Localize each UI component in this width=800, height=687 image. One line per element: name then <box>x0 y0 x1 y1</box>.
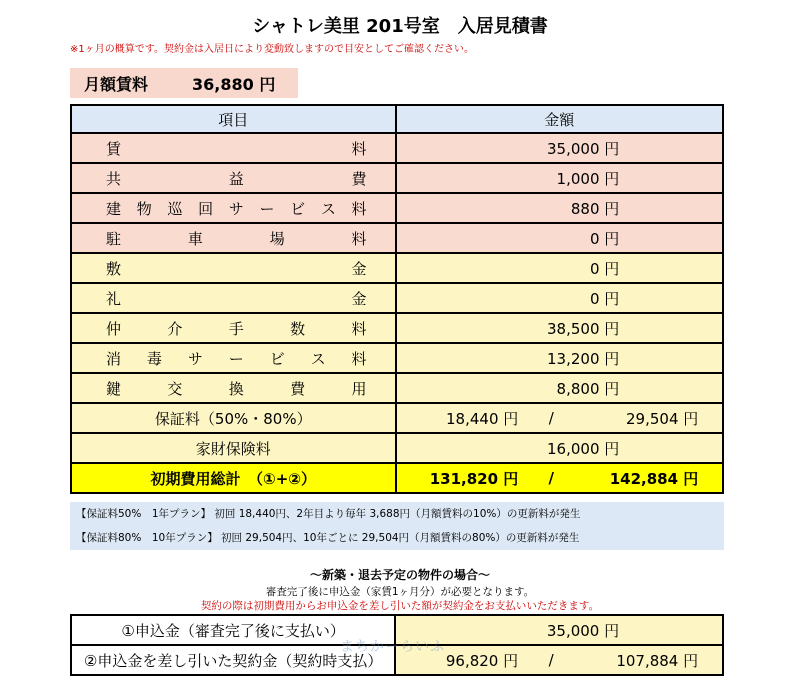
item-name-char: 費 <box>351 169 367 188</box>
plan-50-note: 【保証料50% 1年プラン】 初回 18,440円、2年目より毎年 3,688円（月額賃料の10%）の更新料が発生 <box>76 508 581 520</box>
item-amount: 13,200 円 <box>396 343 723 373</box>
table-row <box>71 313 723 343</box>
plan-80-note: 【保証料80% 10年プラン】 初回 29,504円、10年ごとに 29,504円（月額賃料の80%）の更新料が発生 <box>76 532 580 544</box>
monthly-rent-box <box>70 68 298 98</box>
item-name-char: 換 <box>228 379 244 398</box>
item-name-char: 金 <box>351 259 367 278</box>
table-row <box>71 223 723 253</box>
total-amount <box>396 463 723 493</box>
item-name-char: 料 <box>351 229 367 248</box>
monthly-rent-label: 月額賃料 <box>84 74 149 94</box>
item-name-char: ー <box>259 199 275 218</box>
item-name-char: 車 <box>187 229 203 248</box>
table-row <box>71 283 723 313</box>
item-name-char: 敷 <box>106 259 122 278</box>
total-label: 初期費用総計 （①+②） <box>71 463 396 493</box>
item-name <box>71 223 396 253</box>
item-name-char: 回 <box>198 199 214 218</box>
item-name-char: 場 <box>269 229 285 248</box>
contract-fee-label: ②申込金を差し引いた契約金（契約時支払） <box>71 645 395 675</box>
item-name-char: 料 <box>351 139 367 158</box>
item-amount: 0 円 <box>396 283 723 313</box>
item-name-char: 介 <box>167 319 183 338</box>
item-name <box>71 373 396 403</box>
item-name-char: 益 <box>228 169 244 188</box>
estimate-table <box>70 104 724 494</box>
item-name-char: 料 <box>351 319 367 338</box>
item-name-char: 交 <box>167 379 183 398</box>
conditions-title: ～新築・退去予定の物件の場合～ <box>309 568 490 582</box>
item-name-char: サ <box>228 199 244 218</box>
item-name-char: ビ <box>290 199 306 218</box>
insurance-row <box>71 433 723 463</box>
item-amount: 8,800 円 <box>396 373 723 403</box>
contract-fee-separator: / <box>548 651 554 669</box>
item-name-char: 駐 <box>106 229 122 248</box>
item-name <box>71 133 396 163</box>
guarantee-row <box>71 403 723 433</box>
guarantee-amount-50: 18,440 円 <box>446 409 519 428</box>
item-name <box>71 193 396 223</box>
application-fee-amount: 35,000 円 <box>395 615 723 645</box>
item-name-char: 共 <box>106 169 122 188</box>
guarantee-separator: / <box>548 409 554 427</box>
guarantee-amount <box>396 403 723 433</box>
item-name-char: ビ <box>269 349 285 368</box>
guarantee-plans <box>70 502 724 550</box>
conditions-line-2: 契約の際は初期費用からお申込金を差し引いた額が契約金をお支払いいただきます。 <box>200 600 600 612</box>
table-row <box>71 373 723 403</box>
contract-fee-50: 96,820 円 <box>445 651 519 670</box>
item-name-char: 数 <box>290 319 306 338</box>
item-name <box>71 163 396 193</box>
conditions-line-1: 審査完了後に申込金（家賃1ヶ月分）が必要となります。 <box>265 586 535 598</box>
item-name <box>71 283 396 313</box>
item-name-char: 仲 <box>106 319 122 338</box>
header-amount: 金額 <box>396 105 723 133</box>
item-name <box>71 253 396 283</box>
item-name-char: ー <box>228 349 244 368</box>
application-fee-label: ①申込金（審査完了後に支払い） <box>71 615 395 645</box>
item-name-char: 料 <box>351 349 367 368</box>
total-amount-50: 131,820 円 <box>429 469 519 488</box>
item-name-char: 手 <box>228 319 244 338</box>
item-name-char: 鍵 <box>106 379 122 398</box>
item-name-char: 建 <box>106 199 122 218</box>
item-name-char: 物 <box>136 199 152 218</box>
item-name-char: 料 <box>351 199 367 218</box>
item-name <box>71 343 396 373</box>
table-row <box>71 193 723 223</box>
contract-fee-80: 107,884 円 <box>616 651 699 670</box>
item-amount: 0 円 <box>396 253 723 283</box>
item-name-char: 賃 <box>106 139 122 158</box>
item-name-char: ス <box>320 199 336 218</box>
monthly-rent-value: 36,880 円 <box>192 74 276 94</box>
guarantee-amount-80: 29,504 円 <box>626 409 699 428</box>
item-amount: 880 円 <box>396 193 723 223</box>
table-row <box>71 253 723 283</box>
item-name-char: 巡 <box>167 199 183 218</box>
item-amount: 0 円 <box>396 223 723 253</box>
insurance-amount: 16,000 円 <box>396 433 723 463</box>
insurance-label: 家財保険料 <box>71 433 396 463</box>
item-name-char: 消 <box>106 349 122 368</box>
item-amount: 38,500 円 <box>396 313 723 343</box>
watermark-logo: まちかーらいふ <box>340 639 445 655</box>
item-name-char: 金 <box>351 289 367 308</box>
item-name-char: 用 <box>351 379 367 398</box>
item-name-char: 費 <box>290 379 306 398</box>
item-name <box>71 313 396 343</box>
item-name-char: 礼 <box>106 289 122 308</box>
item-amount: 1,000 円 <box>396 163 723 193</box>
item-name-char: サ <box>187 349 203 368</box>
item-amount: 35,000 円 <box>396 133 723 163</box>
table-row <box>71 133 723 163</box>
item-name-char: ス <box>310 349 326 368</box>
table-header-row <box>71 105 723 133</box>
table-row <box>71 163 723 193</box>
header-item: 項目 <box>71 105 396 133</box>
table-row <box>71 343 723 373</box>
estimate-note: ※1ヶ月の概算です。契約金は入居日により変動致しますので目安としてご確認ください。 <box>70 44 474 55</box>
total-amount-80: 142,884 円 <box>609 469 699 488</box>
page-title: シャトレ美里 201号室 入居見積書 <box>252 16 548 37</box>
guarantee-label: 保証料（50%・80%） <box>71 403 396 433</box>
total-row <box>71 463 723 493</box>
total-separator: / <box>548 469 554 487</box>
item-name-char: 毒 <box>146 349 162 368</box>
